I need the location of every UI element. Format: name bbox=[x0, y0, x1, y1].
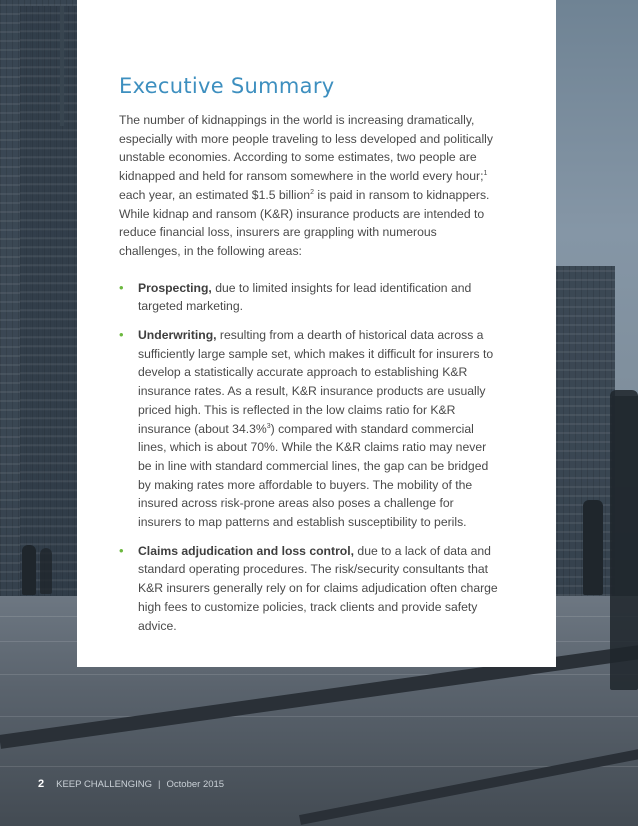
intro-paragraph bbox=[119, 111, 499, 261]
bullet-lead: Underwriting, bbox=[138, 328, 217, 343]
page-number: 2 bbox=[38, 778, 45, 790]
footnote-ref: 3 bbox=[266, 422, 271, 430]
list-item bbox=[119, 279, 499, 316]
intro-text: is paid in ransom to kidnappers. While kidnap and ransom (K&R) insurance products are intended to reduce financial loss, insurers are grappling with numerous challenges, in the following areas: bbox=[119, 187, 490, 258]
bullet-text: due to limited insights for lead identification and targeted marketing. bbox=[138, 280, 472, 314]
building-left-back bbox=[20, 6, 80, 626]
footer-separator: | bbox=[158, 779, 161, 790]
bullet-text: ) compared with standard commercial lines, which is about 70%. While the K&R claims ratio may never be in line with standard commercial lines, the gap can be bridged by making rates more affordable to buyers. The mobility of the insured across risk-prone areas also poses a challenge for insurers to map patterns and establish susceptibility to perils. bbox=[138, 421, 489, 530]
pedestrian-silhouette bbox=[610, 390, 638, 690]
list-item bbox=[119, 542, 499, 636]
bullet-lead: Prospecting, bbox=[138, 280, 212, 295]
footnote-ref: 1 bbox=[483, 170, 488, 178]
challenge-list bbox=[119, 279, 499, 636]
footer-date: October 2015 bbox=[166, 779, 225, 790]
bullet-icon: • bbox=[119, 327, 124, 343]
bullet-lead: Claims adjudication and loss control, bbox=[138, 543, 355, 558]
page-title: Executive Summary bbox=[119, 74, 335, 98]
page-footer bbox=[38, 778, 224, 790]
bullet-icon: • bbox=[119, 542, 124, 558]
pedestrian-silhouette bbox=[40, 548, 52, 594]
pedestrian-silhouette bbox=[22, 545, 36, 595]
bullet-text: due to a lack of data and standard operating procedures. The risk/security consultants that K&R insurers generally rely on for claims adjudication often charge high fees to customize policies, track clients and provide safety advice. bbox=[138, 543, 498, 633]
footer-label: KEEP CHALLENGING bbox=[56, 779, 153, 790]
pedestrian-silhouette bbox=[583, 500, 603, 595]
list-item bbox=[119, 326, 499, 532]
footnote-ref: 2 bbox=[310, 188, 314, 196]
bullet-text: resulting from a dearth of historical data across a sufficiently large sample set, which makes it difficult for insurers to develop a statistically accurate approach to establishing K&R insurance rates. As a result, K&R insurance products are usually priced high. This is reflected in the low claims ratio for K&R insurance (about 34.3% bbox=[138, 328, 494, 436]
body-text bbox=[119, 111, 499, 635]
intro-text: each year, an estimated $1.5 billion bbox=[119, 187, 311, 202]
intro-text: The number of kidnappings in the world is increasing dramatically, especially with more people traveling to less developed and politically unstable economies. According to some estimates, two people are kidnapped and held for ransom somewhere in the world every hour; bbox=[119, 113, 493, 184]
bullet-icon: • bbox=[119, 279, 124, 295]
tower-spire bbox=[60, 6, 64, 126]
